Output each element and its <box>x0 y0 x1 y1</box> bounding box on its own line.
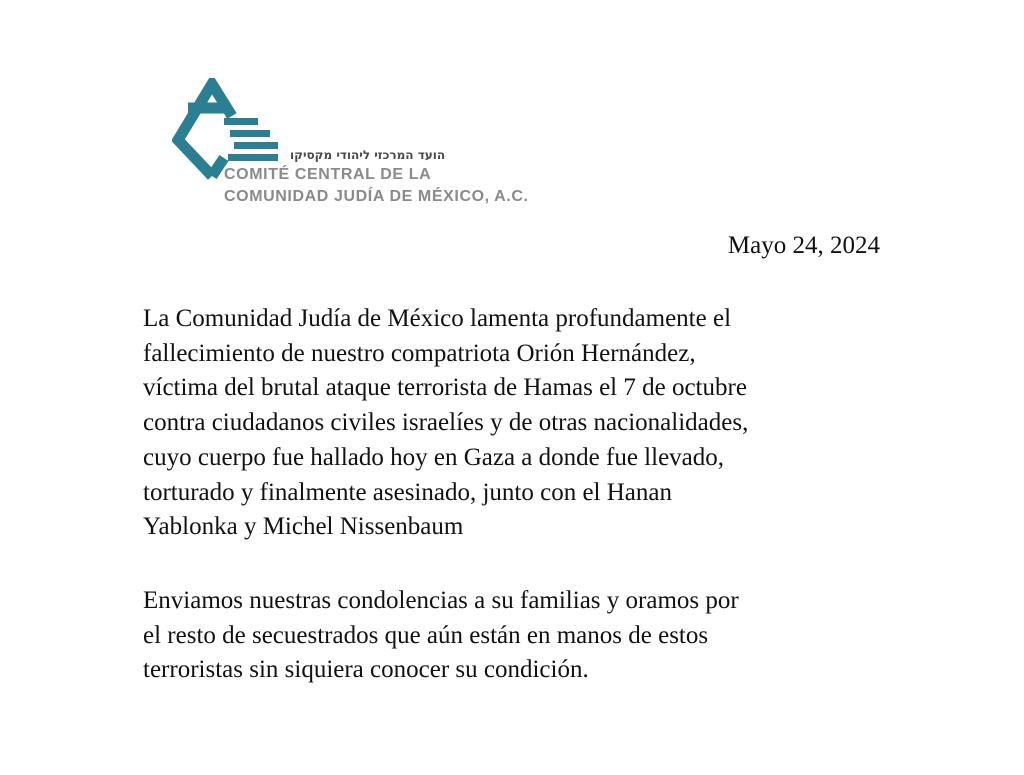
paragraph-line: Yablonka y Michel Nissenbaum <box>143 513 464 541</box>
paragraph-line: contra ciudadanos civiles israelíes y de otras nacionalidades, <box>143 409 749 437</box>
paragraph-line: Enviamos nuestras condolencias a su familias y oramos por <box>143 587 739 614</box>
paragraph-condolences <box>143 584 903 688</box>
logo-org-name-line-2: COMUNIDAD JUDÍA DE MÉXICO, A.C. <box>224 188 529 205</box>
document-date: Mayo 24, 2024 <box>727 232 880 259</box>
logo-hebrew-text: הועד המרכזי ליהודי מקסיקו <box>290 148 446 162</box>
paragraph-line: fallecimiento de nuestro compatriota Orión Hernández, <box>143 339 696 367</box>
paragraph-line: cuyo cuerpo fue hallado hoy en Gaza a donde fue llevado, <box>143 443 725 471</box>
paragraph-line: La Comunidad Judía de México lamenta profundamente el <box>143 305 732 332</box>
paragraph-statement <box>143 302 903 545</box>
logo-org-name-line-1: COMITÉ CENTRAL DE LA <box>224 166 432 183</box>
paragraph-line: terroristas sin siquiera conocer su condición. <box>143 656 589 684</box>
paragraph-line: víctima del brutal ataque terrorista de Hamas el 7 de octubre <box>143 374 747 402</box>
paragraph-line: torturado y finalmente asesinado, junto con el Hanan <box>143 478 673 506</box>
organization-logo <box>172 78 592 213</box>
paragraph-line: el resto de secuestrados que aún están en manos de estos <box>143 621 709 649</box>
